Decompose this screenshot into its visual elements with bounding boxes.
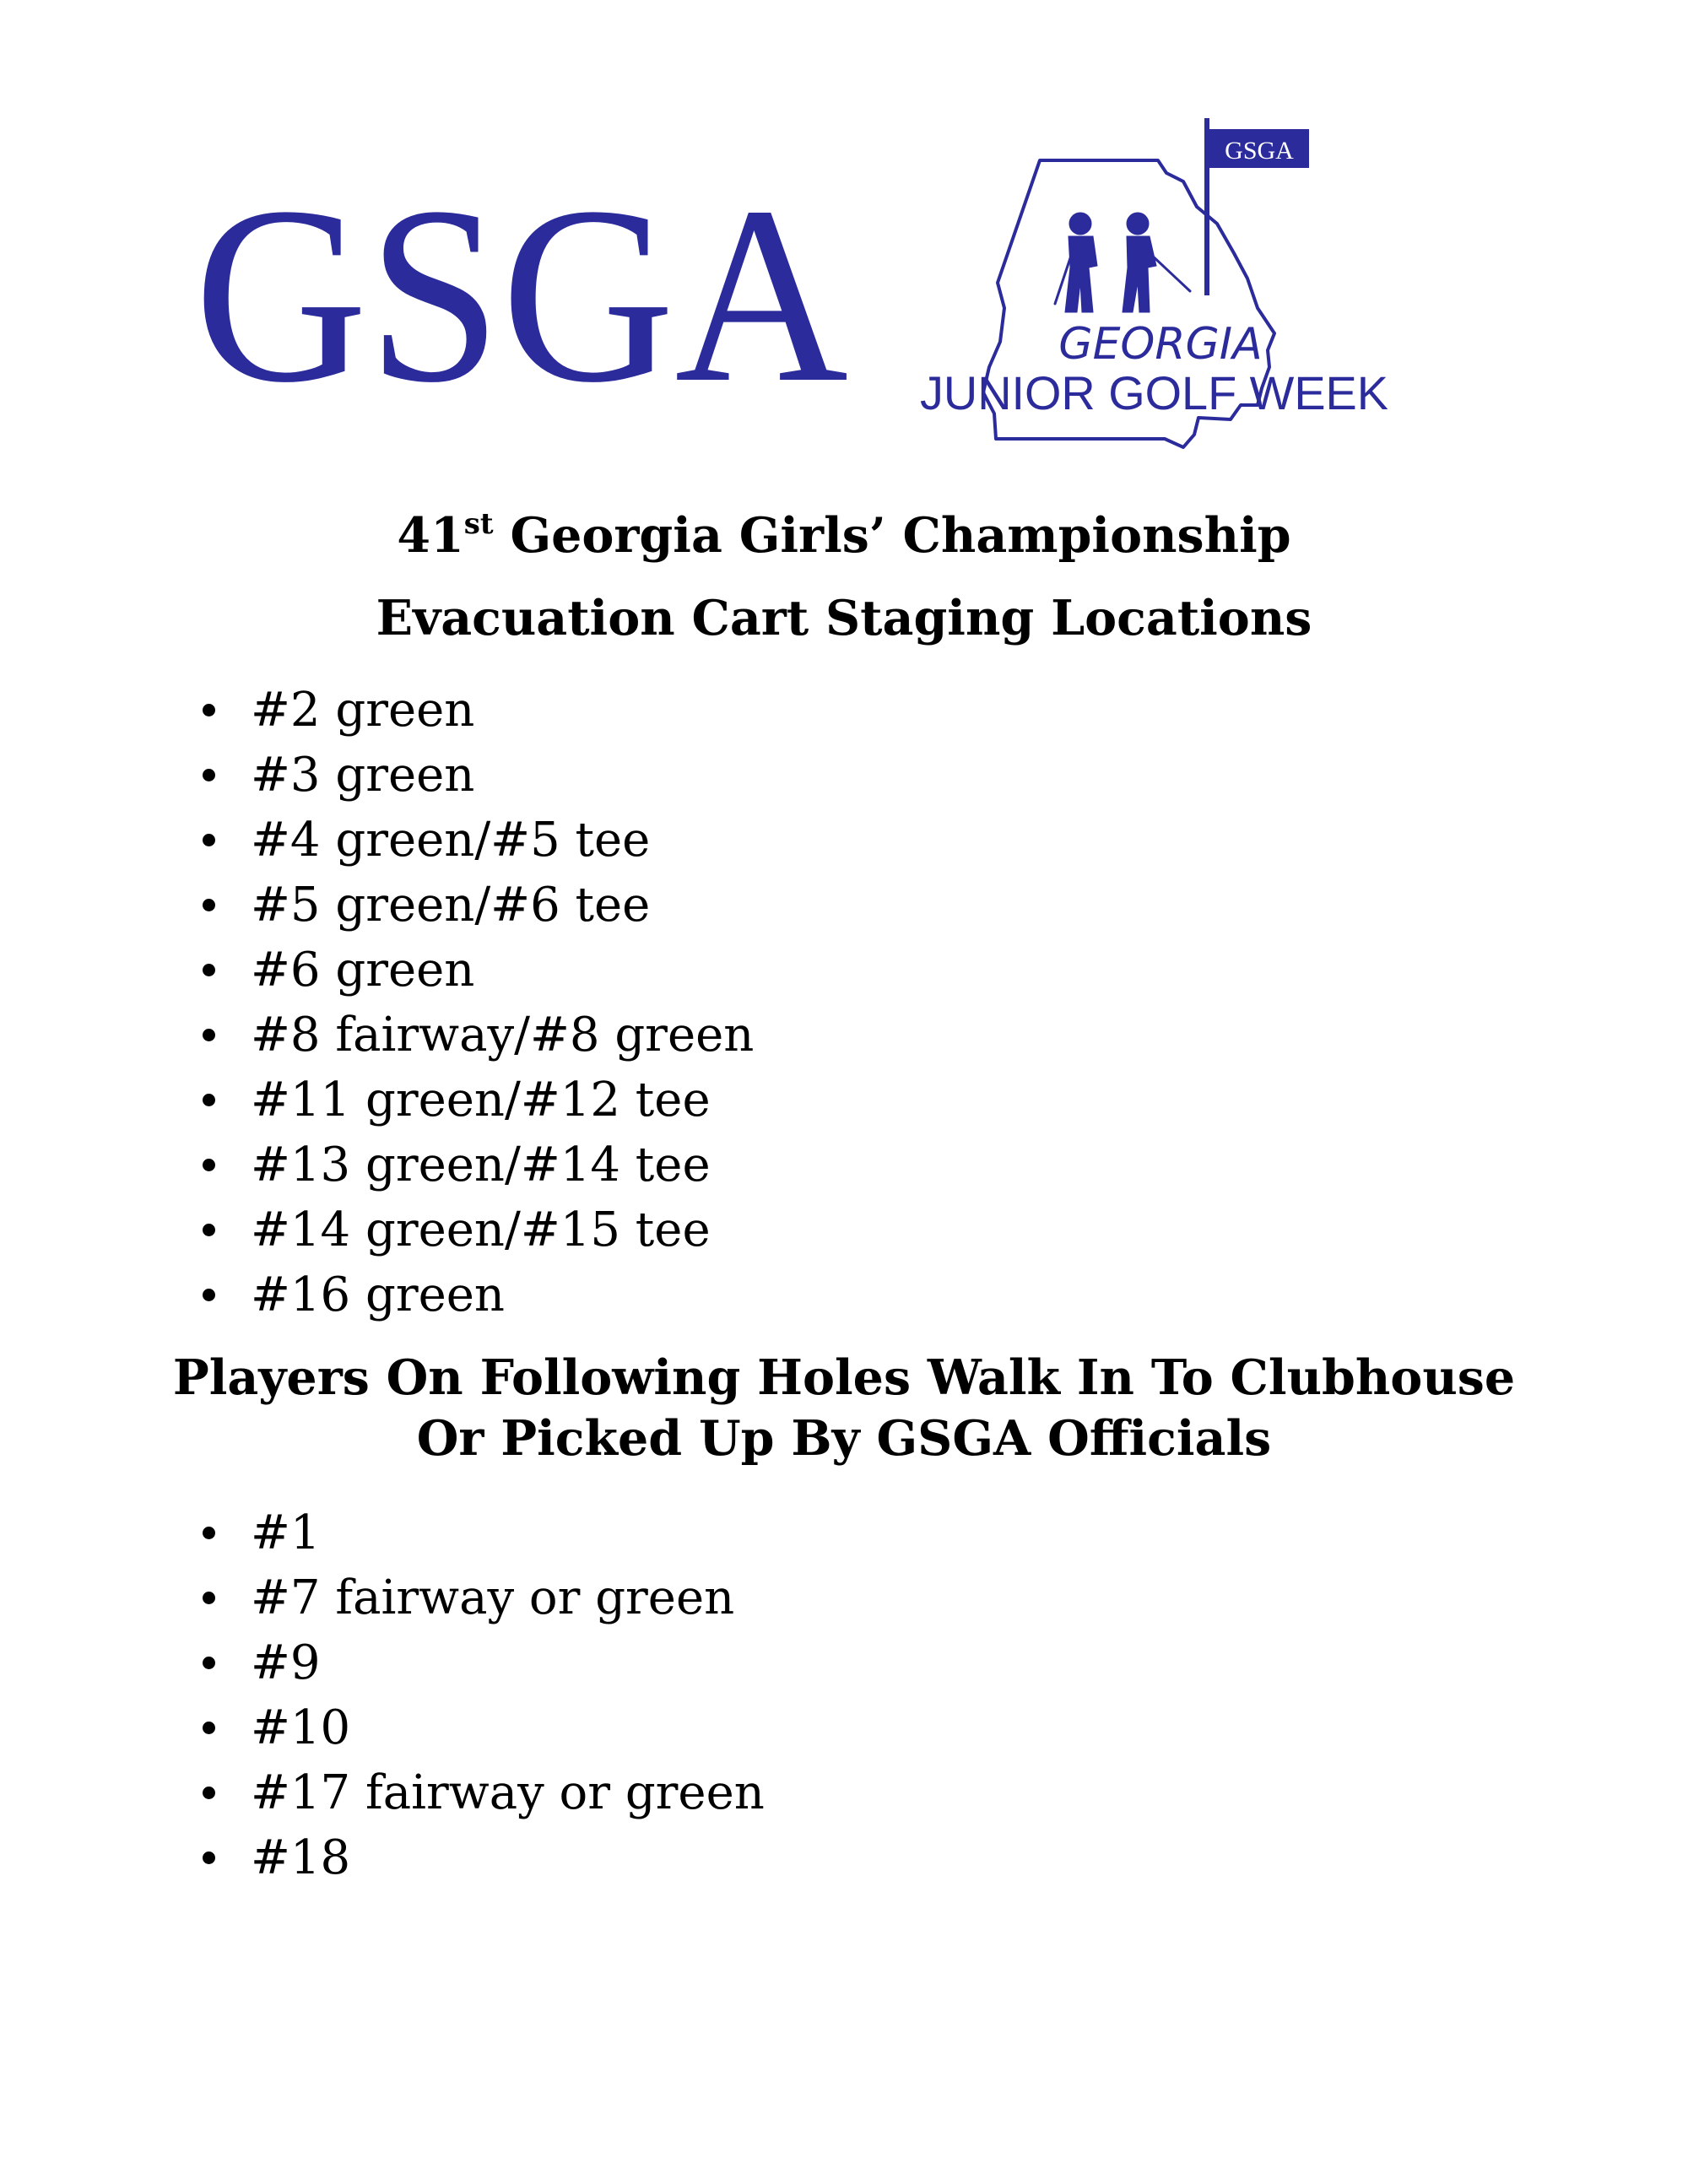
list-item: #5 green/#6 tee [198, 873, 754, 938]
title-text: Georgia Girls’ Championship [493, 507, 1291, 564]
bullet-icon [203, 1094, 215, 1106]
bullet-icon [203, 1787, 215, 1799]
bullet-icon [203, 1657, 215, 1669]
walk-in-holes-list [198, 1500, 765, 1890]
bullet-icon [203, 1159, 215, 1171]
bullet-icon [203, 1224, 215, 1236]
svg-text:GSGA: GSGA [1225, 137, 1294, 165]
bullet-icon [203, 1527, 215, 1539]
list-item: #14 green/#15 tee [198, 1197, 754, 1262]
list-item: #1 [198, 1500, 765, 1565]
bullet-icon [203, 834, 215, 846]
golfers-icon [1055, 213, 1190, 312]
walk-in-heading-line2: Or Picked Up By GSGA Officials [416, 1410, 1272, 1467]
list-item: #17 fairway or green [198, 1760, 765, 1825]
list-item: #9 [198, 1630, 765, 1695]
list-item: #10 [198, 1695, 765, 1760]
bullet-icon [203, 1289, 215, 1301]
bullet-icon [203, 769, 215, 781]
list-item: #2 green [198, 678, 754, 743]
list-item: #3 green [198, 743, 754, 808]
title-ordinal: 41 [397, 507, 464, 564]
list-item: #11 green/#12 tee [198, 1068, 754, 1133]
bullet-icon [203, 899, 215, 911]
list-item: #8 fairway/#8 green [198, 1003, 754, 1068]
bullet-icon [203, 704, 215, 716]
list-item: #6 green [198, 938, 754, 1003]
svg-text:JUNIOR GOLF WEEK: JUNIOR GOLF WEEK [920, 366, 1388, 419]
bullet-icon [203, 1852, 215, 1864]
svg-text:GEORGIA: GEORGIA [1058, 319, 1263, 370]
bullet-icon [203, 964, 215, 976]
page-subtitle: Evacuation Cart Staging Locations [376, 590, 1312, 646]
bullet-icon [203, 1592, 215, 1604]
staging-locations-list [198, 678, 754, 1327]
title-ordinal-suffix: st [463, 507, 494, 541]
page-title [0, 506, 1688, 565]
walk-in-heading-line1: Players On Following Holes Walk In To Clubhouse [172, 1349, 1516, 1406]
svg-text:GSGA: GSGA [194, 190, 848, 392]
list-item: #18 [198, 1825, 765, 1890]
list-item: #16 green [198, 1262, 754, 1327]
bullet-icon [203, 1029, 215, 1041]
gsga-logo [194, 190, 852, 392]
bullet-icon [203, 1722, 215, 1734]
list-item: #13 green/#14 tee [198, 1133, 754, 1197]
list-item: #4 green/#5 tee [198, 808, 754, 873]
georgia-junior-golf-week-logo [920, 114, 1418, 468]
list-item: #7 fairway or green [198, 1565, 765, 1630]
